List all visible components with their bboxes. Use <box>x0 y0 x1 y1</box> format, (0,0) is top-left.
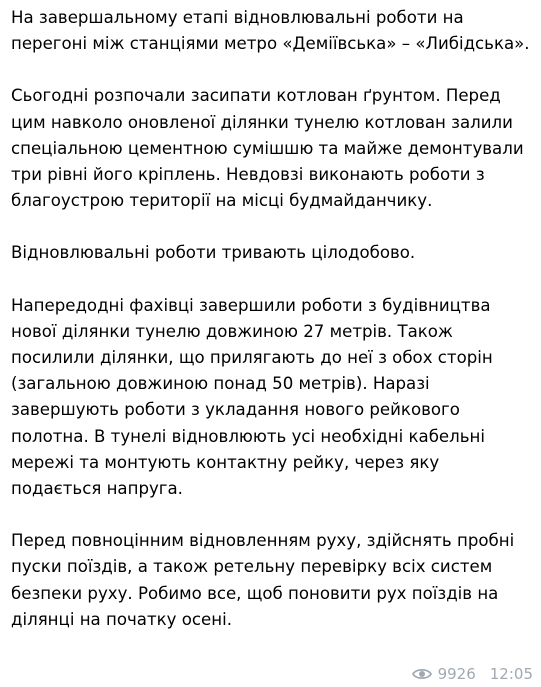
message-time: 12:05 <box>489 665 533 683</box>
eye-icon <box>412 667 432 681</box>
message-paragraph-3: Відновлювальні роботи тривають цілодобово. <box>11 243 416 263</box>
message-meta <box>412 665 533 683</box>
message-paragraph-4: Напередодні фахівці завершили роботи з будівництва нової ділянки тунелю довжиною 27 метрів. Також посилили ділянки, що прилягають до неї з обох сторін (загальною довжиною понад 50 метрів). Наразі завершують роботи з укладання нового рейкового полотна. В тунелі відновлюють усі необхідні кабельні мережі та монтують контактну рейку, через яку подається напруга. <box>11 295 493 499</box>
view-count: 9926 <box>437 665 476 683</box>
message-paragraph-5: Перед повноцінним відновленням руху, здійснять пробні пуски поїздів, а також ретельну перевірку всіх систем безпеки руху. Робимо все, щоб поновити рух поїздів на ділянці на початку осені. <box>11 531 515 629</box>
message-paragraph-1: На завершальному етапі відновлювальні роботи на перегоні між станціями метро «Деміївська» – «Либідська». <box>11 8 530 54</box>
message-paragraph-2: Сьогодні розпочали засипати котлован ґрунтом. Перед цим навколо оновленої ділянки тунелю котлован залили спеціальною цементною сумішшю та майже демонтували три рівні його кріплень. Невдовзі виконають роботи з благоустрою території на місці будмайданчику. <box>11 86 524 211</box>
